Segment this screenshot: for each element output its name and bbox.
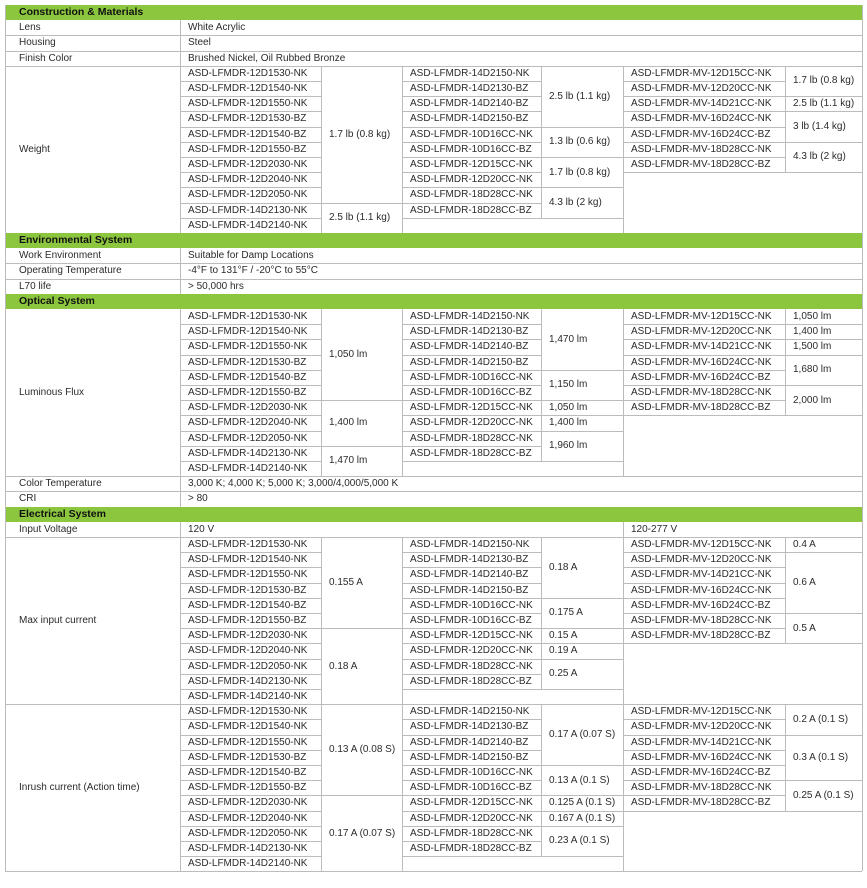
model-c-5: ASD-LFMDR-MV-16D24CC-BZ [631,599,771,611]
model-a-6: ASD-LFMDR-12D1550-BZ [188,615,307,627]
model-a-6: ASD-LFMDR-12D1550-BZ [188,782,307,794]
model-a-1: ASD-LFMDR-12D1530-NK [188,539,308,551]
section-construction: Construction & Materials [5,5,862,20]
model-a-4: ASD-LFMDR-12D1530-BZ [188,356,307,368]
model-c-3: ASD-LFMDR-MV-14D21CC-NK [631,341,772,353]
input-voltage-value-c: 120-277 V [631,523,678,535]
model-b-5: ASD-LFMDR-10D16CC-NK [410,371,533,383]
inrush-current-label: Inrush current (Action time) [19,782,140,794]
model-a-5: ASD-LFMDR-12D1540-BZ [188,767,307,779]
model-c-4: ASD-LFMDR-MV-16D24CC-NK [631,113,772,125]
model-b-3: ASD-LFMDR-14D2140-BZ [410,341,529,353]
model-c-4: ASD-LFMDR-MV-16D24CC-NK [631,356,772,368]
model-a-10: ASD-LFMDR-14D2130-NK [188,204,308,216]
model-c-4: ASD-LFMDR-MV-16D24CC-NK [631,584,772,596]
work-environment-label: Work Environment [19,250,102,262]
model-b-6: ASD-LFMDR-10D16CC-BZ [410,387,532,399]
model-a-11: ASD-LFMDR-14D2140-NK [188,858,308,870]
model-b-2: ASD-LFMDR-14D2130-BZ [410,83,529,95]
luminous-flux-value-a-1: 1,050 lm [329,349,368,361]
model-b-2: ASD-LFMDR-14D2130-BZ [410,326,529,338]
model-a-7: ASD-LFMDR-12D2030-NK [188,630,308,642]
weight-value-b-4: 4.3 lb (2 kg) [549,197,602,209]
model-c-1: ASD-LFMDR-MV-12D15CC-NK [631,706,772,718]
model-a-3: ASD-LFMDR-12D1550-NK [188,736,308,748]
max-input-current-value-a-1: 0.155 A [329,577,363,589]
model-c-7: ASD-LFMDR-MV-18D28CC-BZ [631,630,771,642]
model-c-4: ASD-LFMDR-MV-16D24CC-NK [631,751,772,763]
weight-value-b-3: 1.7 lb (0.8 kg) [549,166,611,178]
lens-label: Lens [19,22,41,34]
weight-value-b-1: 2.5 lb (1.1 kg) [549,90,611,102]
model-b-9: ASD-LFMDR-18D28CC-NK [410,432,533,444]
model-a-10: ASD-LFMDR-14D2130-NK [188,843,308,855]
model-b-7: ASD-LFMDR-12D15CC-NK [410,797,533,809]
weight-value-c-3: 3 lb (1.4 kg) [793,121,846,133]
model-a-1: ASD-LFMDR-12D1530-NK [188,67,308,79]
model-a-3: ASD-LFMDR-12D1550-NK [188,569,308,581]
luminous-flux-value-c-5: 2,000 lm [793,394,832,406]
input-voltage-value-a: 120 V [188,523,215,535]
model-a-9: ASD-LFMDR-12D2050-NK [188,827,308,839]
work-environment-value: Suitable for Damp Locations [188,250,314,262]
luminous-flux-value-c-3: 1,500 lm [793,341,832,353]
model-a-5: ASD-LFMDR-12D1540-BZ [188,599,307,611]
model-a-8: ASD-LFMDR-12D2040-NK [188,417,308,429]
weight-label: Weight [19,143,50,155]
housing-label: Housing [19,37,56,49]
inrush-current-value-a-1: 0.13 A (0.08 S) [329,744,396,756]
model-b-5: ASD-LFMDR-10D16CC-NK [410,128,533,140]
input-voltage-label: Input Voltage [19,523,78,535]
luminous-flux-value-b-3: 1,050 lm [549,402,588,414]
max-input-current-value-c-1: 0.4 A [793,539,816,551]
l70-life-label: L70 life [19,280,52,292]
model-a-11: ASD-LFMDR-14D2140-NK [188,691,308,703]
model-c-3: ASD-LFMDR-MV-14D21CC-NK [631,98,772,110]
color-temperature-label: Color Temperature [19,478,102,490]
model-b-9: ASD-LFMDR-18D28CC-NK [410,827,533,839]
max-input-current-value-c-2: 0.6 A [793,577,816,589]
section-optical: Optical System [5,294,862,309]
finish-color-label: Finish Color [19,52,73,64]
model-a-1: ASD-LFMDR-12D1530-NK [188,706,308,718]
model-a-6: ASD-LFMDR-12D1550-BZ [188,387,307,399]
model-a-7: ASD-LFMDR-12D2030-NK [188,797,308,809]
luminous-flux-value-b-1: 1,470 lm [549,333,588,345]
model-c-1: ASD-LFMDR-MV-12D15CC-NK [631,67,772,79]
weight-value-a-2: 2.5 lb (1.1 kg) [329,212,391,224]
model-a-2: ASD-LFMDR-12D1540-NK [188,326,308,338]
model-b-10: ASD-LFMDR-18D28CC-BZ [410,204,532,216]
lens-value: White Acrylic [188,22,246,34]
operating-temperature-value: -4°F to 131°F / -20°C to 55°C [188,265,318,277]
max-input-current-value-a-2: 0.18 A [329,660,358,672]
inrush-current-value-c-2: 0.3 A (0.1 S) [793,751,849,763]
inrush-current-value-b-5: 0.23 A (0.1 S) [549,835,610,847]
model-a-10: ASD-LFMDR-14D2130-NK [188,447,308,459]
max-input-current-value-b-5: 0.25 A [549,668,578,680]
model-b-6: ASD-LFMDR-10D16CC-BZ [410,143,532,155]
model-c-3: ASD-LFMDR-MV-14D21CC-NK [631,736,772,748]
luminous-flux-label: Luminous Flux [19,387,85,399]
section-electrical: Electrical System [5,507,862,522]
max-input-current-value-c-3: 0.5 A [793,622,816,634]
inrush-current-value-a-2: 0.17 A (0.07 S) [329,827,396,839]
model-b-5: ASD-LFMDR-10D16CC-NK [410,767,533,779]
inrush-current-value-c-3: 0.25 A (0.1 S) [793,789,854,801]
model-a-3: ASD-LFMDR-12D1550-NK [188,341,308,353]
housing-value: Steel [188,37,211,49]
model-a-4: ASD-LFMDR-12D1530-BZ [188,751,307,763]
model-a-10: ASD-LFMDR-14D2130-NK [188,675,308,687]
model-b-1: ASD-LFMDR-14D2150-NK [410,539,530,551]
model-a-11: ASD-LFMDR-14D2140-NK [188,463,308,475]
model-b-7: ASD-LFMDR-12D15CC-NK [410,402,533,414]
model-b-7: ASD-LFMDR-12D15CC-NK [410,630,533,642]
model-b-1: ASD-LFMDR-14D2150-NK [410,311,530,323]
weight-value-c-2: 2.5 lb (1.1 kg) [793,98,855,110]
model-a-9: ASD-LFMDR-12D2050-NK [188,432,308,444]
model-b-3: ASD-LFMDR-14D2140-BZ [410,736,529,748]
model-c-6: ASD-LFMDR-MV-18D28CC-NK [631,143,772,155]
model-b-3: ASD-LFMDR-14D2140-BZ [410,98,529,110]
max-input-current-value-b-4: 0.19 A [549,645,578,657]
model-c-3: ASD-LFMDR-MV-14D21CC-NK [631,569,772,581]
model-c-1: ASD-LFMDR-MV-12D15CC-NK [631,539,772,551]
spec-sheet [5,5,862,881]
model-c-5: ASD-LFMDR-MV-16D24CC-BZ [631,371,771,383]
inrush-current-value-b-1: 0.17 A (0.07 S) [549,729,616,741]
model-a-8: ASD-LFMDR-12D2040-NK [188,174,308,186]
model-b-4: ASD-LFMDR-14D2150-BZ [410,113,529,125]
luminous-flux-value-c-2: 1,400 lm [793,326,832,338]
model-c-6: ASD-LFMDR-MV-18D28CC-NK [631,615,772,627]
model-b-7: ASD-LFMDR-12D15CC-NK [410,159,533,171]
model-a-8: ASD-LFMDR-12D2040-NK [188,645,308,657]
model-a-2: ASD-LFMDR-12D1540-NK [188,83,308,95]
color-temperature-value: 3,000 K; 4,000 K; 5,000 K; 3,000/4,000/5,000 K [188,478,399,490]
inrush-current-value-b-4: 0.167 A (0.1 S) [549,812,616,824]
cri-value: > 80 [188,493,208,505]
model-b-1: ASD-LFMDR-14D2150-NK [410,706,530,718]
model-c-2: ASD-LFMDR-MV-12D20CC-NK [631,554,772,566]
model-c-5: ASD-LFMDR-MV-16D24CC-BZ [631,767,771,779]
model-b-8: ASD-LFMDR-12D20CC-NK [410,645,533,657]
model-a-7: ASD-LFMDR-12D2030-NK [188,159,308,171]
model-c-2: ASD-LFMDR-MV-12D20CC-NK [631,721,772,733]
luminous-flux-value-a-3: 1,470 lm [329,455,368,467]
operating-temperature-label: Operating Temperature [19,265,122,277]
model-b-1: ASD-LFMDR-14D2150-NK [410,67,530,79]
inrush-current-value-b-2: 0.13 A (0.1 S) [549,774,610,786]
model-c-2: ASD-LFMDR-MV-12D20CC-NK [631,83,772,95]
model-b-9: ASD-LFMDR-18D28CC-NK [410,660,533,672]
model-a-11: ASD-LFMDR-14D2140-NK [188,219,308,231]
model-a-5: ASD-LFMDR-12D1540-BZ [188,128,307,140]
model-c-7: ASD-LFMDR-MV-18D28CC-BZ [631,402,771,414]
model-b-10: ASD-LFMDR-18D28CC-BZ [410,843,532,855]
model-b-2: ASD-LFMDR-14D2130-BZ [410,721,529,733]
model-a-9: ASD-LFMDR-12D2050-NK [188,660,308,672]
weight-value-c-1: 1.7 lb (0.8 kg) [793,75,855,87]
luminous-flux-value-b-4: 1,400 lm [549,417,588,429]
model-c-1: ASD-LFMDR-MV-12D15CC-NK [631,311,772,323]
l70-life-value: > 50,000 hrs [188,280,244,292]
model-b-6: ASD-LFMDR-10D16CC-BZ [410,615,532,627]
model-a-6: ASD-LFMDR-12D1550-BZ [188,143,307,155]
model-b-8: ASD-LFMDR-12D20CC-NK [410,812,533,824]
model-b-9: ASD-LFMDR-18D28CC-NK [410,189,533,201]
model-a-7: ASD-LFMDR-12D2030-NK [188,402,308,414]
model-a-3: ASD-LFMDR-12D1550-NK [188,98,308,110]
model-c-2: ASD-LFMDR-MV-12D20CC-NK [631,326,772,338]
luminous-flux-value-c-1: 1,050 lm [793,311,832,323]
model-b-2: ASD-LFMDR-14D2130-BZ [410,554,529,566]
model-a-8: ASD-LFMDR-12D2040-NK [188,812,308,824]
model-c-7: ASD-LFMDR-MV-18D28CC-BZ [631,797,771,809]
model-c-6: ASD-LFMDR-MV-18D28CC-NK [631,782,772,794]
model-a-4: ASD-LFMDR-12D1530-BZ [188,584,307,596]
section-environmental: Environmental System [5,233,862,248]
model-c-7: ASD-LFMDR-MV-18D28CC-BZ [631,159,771,171]
model-a-1: ASD-LFMDR-12D1530-NK [188,311,308,323]
finish-color-value: Brushed Nickel, Oil Rubbed Bronze [188,52,346,64]
max-input-current-label: Max input current [19,615,97,627]
luminous-flux-value-b-2: 1,150 lm [549,379,588,391]
model-b-10: ASD-LFMDR-18D28CC-BZ [410,675,532,687]
model-b-8: ASD-LFMDR-12D20CC-NK [410,174,533,186]
weight-value-a-1: 1.7 lb (0.8 kg) [329,128,391,140]
model-b-5: ASD-LFMDR-10D16CC-NK [410,599,533,611]
max-input-current-value-b-1: 0.18 A [549,561,578,573]
inrush-current-value-c-1: 0.2 A (0.1 S) [793,713,849,725]
model-b-4: ASD-LFMDR-14D2150-BZ [410,751,529,763]
luminous-flux-value-c-4: 1,680 lm [793,364,832,376]
max-input-current-value-b-2: 0.175 A [549,607,583,619]
model-b-10: ASD-LFMDR-18D28CC-BZ [410,447,532,459]
model-a-2: ASD-LFMDR-12D1540-NK [188,721,308,733]
weight-value-c-4: 4.3 lb (2 kg) [793,151,846,163]
model-b-6: ASD-LFMDR-10D16CC-BZ [410,782,532,794]
cri-label: CRI [19,493,37,505]
model-c-5: ASD-LFMDR-MV-16D24CC-BZ [631,128,771,140]
model-c-6: ASD-LFMDR-MV-18D28CC-NK [631,387,772,399]
luminous-flux-value-a-2: 1,400 lm [329,417,368,429]
max-input-current-value-b-3: 0.15 A [549,630,578,642]
model-b-8: ASD-LFMDR-12D20CC-NK [410,417,533,429]
model-b-4: ASD-LFMDR-14D2150-BZ [410,356,529,368]
weight-value-b-2: 1.3 lb (0.6 kg) [549,136,611,148]
model-a-2: ASD-LFMDR-12D1540-NK [188,554,308,566]
model-a-9: ASD-LFMDR-12D2050-NK [188,189,308,201]
model-a-5: ASD-LFMDR-12D1540-BZ [188,371,307,383]
inrush-current-value-b-3: 0.125 A (0.1 S) [549,797,616,809]
model-b-3: ASD-LFMDR-14D2140-BZ [410,569,529,581]
luminous-flux-value-b-5: 1,960 lm [549,440,588,452]
model-b-4: ASD-LFMDR-14D2150-BZ [410,584,529,596]
model-a-4: ASD-LFMDR-12D1530-BZ [188,113,307,125]
